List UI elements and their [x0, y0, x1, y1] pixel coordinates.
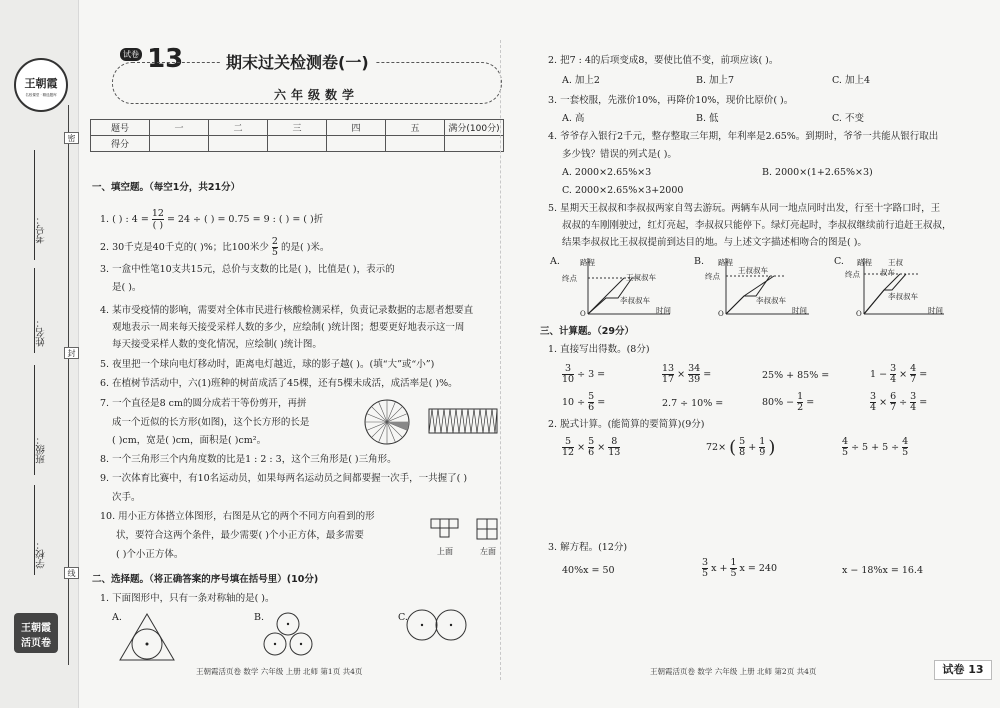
frac-den: 4 — [870, 402, 877, 413]
score-cell: 满分(100分) — [445, 120, 504, 136]
calc1-item-4-a: 1 − — [870, 369, 888, 380]
calc3-title: 3. 解方程。(12分) — [548, 542, 628, 553]
mc1-option-a: A. — [112, 612, 122, 623]
cube-view-top-label: 上面 — [437, 547, 453, 556]
mc5-option-b: B. — [694, 256, 705, 267]
frac-num: 4 — [910, 363, 917, 374]
frac-den: 7 — [890, 402, 897, 413]
question-8: 8. 一个三角形三个内角度数的比是1 : 2 : 3，这个三角形是( )三角形。 — [100, 454, 397, 465]
calc2-expr-1-op2: × — [597, 442, 606, 453]
cube-view-left — [476, 518, 500, 542]
equation-2-rest: x = 240 — [739, 563, 778, 574]
frac-den: 13 — [608, 447, 621, 458]
frac-num: 13 — [662, 363, 675, 374]
graph-a-wang-label: 王叔叔车 — [626, 273, 656, 282]
question-9-line2: 次手。 — [112, 492, 141, 503]
mc5-option-a: A. — [550, 256, 560, 267]
mc-question-5-line3: 结果李叔叔比王叔叔提前到达目的地。与上述文字描述相吻合的图是( )。 — [562, 237, 867, 248]
score-table-score-row[interactable] — [91, 136, 504, 152]
frac-num: 8 — [608, 437, 620, 448]
calc1-item-8-op1: × — [879, 397, 888, 408]
graph-c-end-label: 终点 — [845, 270, 860, 279]
question-3-line1: 3. 一盒中性笔10支共15元，总价与支数的比是( )，比值是( )，表示的 — [100, 264, 395, 275]
calc1-item-2-eq: = — [703, 369, 712, 380]
score-input-cell[interactable] — [150, 136, 209, 152]
mc3-option-c: C. 不变 — [832, 113, 864, 124]
frac-num: 5 — [562, 437, 574, 448]
score-input-cell[interactable] — [445, 136, 504, 152]
q2-part-b: 的是( )米。 — [280, 242, 330, 253]
calc2-expr-1-op1: × — [577, 442, 586, 453]
question-4-line2: 观地表示一周来每天接受采样人数的多少，应绘制( )统计图；想要更好地表示这一周 — [112, 322, 465, 333]
frac-den: 12 — [562, 447, 575, 458]
question-3-line2: 是( )。 — [112, 282, 142, 293]
graph-c-li-label: 李叔叔车 — [888, 292, 918, 301]
frac-num: 3 — [562, 364, 574, 375]
frac-num: 6 — [890, 391, 897, 402]
score-cell: 二 — [209, 120, 268, 136]
graph-c-wang-label-1: 王叔 — [888, 258, 903, 267]
calc1-item-4-op: × — [899, 369, 908, 380]
score-cell: 得分 — [91, 136, 150, 152]
bottom-logo-line2: 活页卷 — [21, 638, 51, 649]
page-divider — [500, 40, 501, 680]
frac-den: 5 — [902, 447, 909, 458]
frac-num: 5 — [588, 436, 595, 447]
calc1-item-1 — [562, 364, 605, 385]
frac-num: 4 — [842, 436, 849, 447]
seal-mark-feng: 封 — [64, 347, 79, 359]
mc-question-5-line2: 叔叔的车刚刚驶过，红灯亮起，李叔叔只能停下。绿灯亮起时，李叔叔继续前行追赶王叔叔， — [562, 220, 952, 231]
frac-num: 1 — [730, 557, 737, 568]
score-input-cell[interactable] — [268, 136, 327, 152]
question-2 — [100, 237, 329, 258]
mc4-option-a: A. 2000×2.65%×3 — [562, 167, 652, 178]
mc-question-3: 3. 一套校服，先涨价10%，再降价10%，现价比原价( )。 — [548, 95, 794, 106]
seal-mark-mi: 密 — [64, 132, 79, 144]
equation-1: 40%x = 50 — [562, 565, 615, 576]
calc2-title: 2. 脱式计算。(能简算的要简算)(9分) — [548, 419, 705, 430]
q1-part-b: = 24 ÷ ( ) = 0.75 = 9 : ( ) = ( )折 — [166, 214, 324, 225]
paper-badge-label: 试卷 — [120, 48, 142, 61]
q2-frac-den: 5 — [271, 247, 278, 258]
frac-num: 3 — [910, 391, 917, 402]
score-table-header-row — [91, 120, 504, 136]
score-cell: 题号 — [91, 120, 150, 136]
mc4-option-b: B. 2000×(1+2.65%×3) — [762, 167, 873, 178]
score-cell: 四 — [327, 120, 386, 136]
mc2-option-c: C. 加上4 — [832, 75, 871, 86]
q1-frac-num: 12 — [151, 208, 164, 219]
calc1-item-2 — [662, 364, 711, 385]
mc-question-5-line1: 5. 星期天王叔叔和李叔叔两家自驾去游玩。两辆车从同一地点同时出发，行至十字路口时，王 — [548, 203, 941, 214]
frac-num: 1 — [797, 391, 804, 402]
page-subtitle: 六年级数学 — [270, 86, 363, 103]
question-6: 6. 在植树节活动中，六(1)班种的树苗成活了45棵，还有5棵未成活，成活率是( )%。 — [100, 378, 458, 389]
calc1-item-5 — [562, 392, 605, 413]
score-cell: 三 — [268, 120, 327, 136]
question-5: 5. 夜里把一个球向电灯移动时，距离电灯越近，球的影子越( )。(填“大”或“小”) — [100, 359, 435, 370]
calc2-expr-2: 72× ( $\frac{5}{8}$ + $\frac{1}{9}$ ) — [706, 436, 776, 458]
mc5-option-c: C. — [834, 256, 844, 267]
cube-view-left-label: 左面 — [480, 547, 496, 556]
calc2-expr-2-a: 72× — [706, 442, 727, 453]
score-input-cell[interactable] — [209, 136, 268, 152]
graph-c-origin: O — [856, 310, 862, 318]
question-10-line3: ( )个小正方体。 — [116, 549, 184, 560]
q2-frac-num: 2 — [271, 236, 278, 247]
mc3-option-b: B. 低 — [696, 113, 719, 124]
calc1-item-8 — [870, 392, 927, 413]
frac-num: 3 — [702, 557, 709, 568]
calc1-item-6: 2.7 ÷ 10% = — [662, 398, 724, 409]
question-10-line2: 状，要符合这两个条件，最少需要( )个小正方体，最多需要 — [116, 530, 364, 541]
frac-den: 6 — [588, 447, 595, 458]
class-label: 班级： — [36, 435, 47, 464]
brand-logo-caption: 名校课堂 · 精选题库 — [25, 93, 57, 97]
graph-c-y-label: 路程 — [857, 258, 872, 267]
q1-frac-den: ( ) — [152, 220, 164, 231]
score-cell: 五 — [386, 120, 445, 136]
footer-left: 王朝霞活页卷 数学 六年级 上册 北师 第1页 共4页 — [196, 667, 363, 676]
calc1-item-5-eq: = — [597, 397, 606, 408]
section3-title: 三、计算题。（29分） — [540, 326, 634, 337]
mc1-option-b: B. — [254, 612, 265, 623]
mc1-option-c: C. — [398, 612, 408, 623]
approx-rectangle-figure — [428, 408, 498, 434]
calc1-item-4 — [870, 364, 927, 385]
mc-question-4-line1: 4. 爷爷存入银行2千元，整存整取三年期，年利率是2.65%。到期时，爷爷一共能从银行取出 — [548, 131, 939, 142]
frac-num: 5 — [588, 391, 595, 402]
frac-den: 17 — [662, 374, 675, 385]
frac-den: 4 — [910, 402, 917, 413]
q1-part-a: 1. ( ) : 4 = — [100, 214, 149, 225]
footer-badge-number: 13 — [968, 663, 984, 676]
frac-den: 9 — [759, 447, 766, 458]
mc-question-4-line2: 多少钱？错误的列式是( )。 — [562, 149, 677, 160]
graph-a-x-label: 时间 — [656, 306, 671, 315]
mc2-option-b: B. 加上7 — [696, 75, 735, 86]
equation-2: $\frac{3}{5}$ x + $\frac{1}{5}$ x = 240 — [702, 557, 778, 579]
graph-a-li-label: 李叔叔车 — [620, 296, 650, 305]
graph-a-y-label: 路程 — [580, 258, 595, 267]
frac-den: 5 — [842, 447, 849, 458]
graph-b-y-label: 路程 — [718, 258, 733, 267]
frac-num: 1 — [759, 436, 766, 447]
score-cell: 一 — [150, 120, 209, 136]
section1-title: 一、填空题。（每空1分，共21分） — [92, 182, 241, 193]
page-title: 期末过关检测卷(一) — [220, 50, 375, 73]
frac-den: 10 — [562, 374, 575, 385]
circle-sectors-figure — [362, 397, 412, 447]
mc3-option-a: A. 高 — [562, 113, 585, 124]
graph-b-origin: O — [718, 310, 724, 318]
brand-logo-text: 王朝霞 — [24, 77, 58, 90]
question-7-line1: 7. 一个直径是8 cm的圆分成若干等份剪开，再拼 — [100, 398, 307, 409]
frac-den: 8 — [739, 447, 746, 458]
exam-number-field[interactable] — [34, 150, 51, 260]
frac-den: 5 — [702, 568, 709, 579]
brand-logo — [14, 58, 68, 112]
mc2-option-a: A. 加上2 — [562, 75, 600, 86]
calc2-expr-3 — [842, 437, 908, 458]
graph-b-end-label: 终点 — [705, 272, 720, 281]
calc1-item-7 — [762, 392, 814, 413]
exam-number-label: 考号： — [36, 215, 47, 244]
question-1 — [100, 208, 323, 231]
bottom-logo-line1: 王朝霞 — [21, 623, 51, 634]
calc1-item-3: 25% + 85% = — [762, 370, 830, 381]
calc1-title: 1. 直接写出得数。(8分) — [548, 344, 650, 355]
calc1-item-5-a: 10 ÷ — [562, 397, 586, 408]
mc1-figure-a-triangle-circle — [118, 612, 176, 662]
section2-title: 二、选择题。（将正确答案的序号填在括号里）(10分) — [92, 574, 319, 585]
question-10-line1: 10. 用小正方体搭立体图形，右图是从它的两个不同方向看到的形 — [100, 511, 375, 522]
score-input-cell[interactable] — [386, 136, 445, 152]
paper-badge-number: 13 — [147, 44, 184, 74]
graph-b-wang-label: 王叔叔车 — [738, 266, 768, 275]
graph-a-end-label: 终点 — [562, 274, 577, 283]
name-label: 姓名： — [36, 318, 47, 347]
calc1-item-4-eq: = — [919, 369, 928, 380]
binding-line — [68, 105, 69, 665]
footer-right: 王朝霞活页卷 数学 六年级 上册 北师 第2页 共4页 — [650, 667, 817, 676]
mc-question-2: 2. 把7 : 4的后项变成8，要使比值不变，前项应该( )。 — [548, 55, 779, 66]
question-7-line3: ( )cm，宽是( )cm，面积是( )cm²。 — [112, 435, 267, 446]
frac-num: 4 — [902, 436, 909, 447]
calc2-expr-1 — [562, 437, 620, 458]
seal-mark-xian: 线 — [64, 567, 79, 579]
question-7-line2: 成一个近似的长方形(如图)，这个长方形的长是 — [112, 417, 310, 428]
frac-den: 39 — [688, 374, 701, 385]
frac-num: 3 — [870, 391, 877, 402]
frac-den: 4 — [890, 374, 897, 385]
mc-question-1: 1. 下面图形中，只有一条对称轴的是( )。 — [100, 593, 275, 604]
q2-part-a: 2. 30千克是40千克的( )%；比100米少 — [100, 242, 269, 253]
calc1-item-1-text: ÷ 3 = — [577, 369, 606, 380]
frac-num: 34 — [688, 363, 701, 374]
cube-view-top — [430, 518, 460, 542]
mc4-option-c: C. 2000×2.65%×3+2000 — [562, 185, 684, 196]
mc1-figure-c-two-circles — [406, 608, 468, 642]
graph-b-x-label: 时间 — [792, 306, 807, 315]
frac-num: 3 — [890, 363, 897, 374]
calc1-item-2-op: × — [677, 369, 686, 380]
calc1-item-7-eq: = — [806, 397, 815, 408]
bottom-brand-logo — [14, 613, 58, 653]
frac-num: 5 — [739, 436, 746, 447]
calc2-expr-3-mid: ÷ 5 + 5 ÷ — [851, 442, 900, 453]
calc1-item-7-a: 80% − — [762, 397, 795, 408]
mc1-figure-b-three-circles — [262, 612, 314, 658]
question-9-line1: 9. 一次体育比赛中，有10名运动员，如果每两名运动员之间都要握一次手，一共握了( ) — [100, 473, 468, 484]
graph-c-x-label: 时间 — [928, 306, 943, 315]
frac-den: 6 — [588, 402, 595, 413]
score-input-cell[interactable] — [327, 136, 386, 152]
calc1-item-8-eq: = — [919, 397, 928, 408]
equation-3: x − 18%x = 16.4 — [842, 565, 923, 576]
frac-den: 5 — [730, 568, 737, 579]
frac-den: 7 — [910, 374, 917, 385]
graph-c-wang-label-2: 叔车 — [880, 268, 895, 277]
footer-right-badge — [934, 660, 992, 680]
calc1-item-8-op2: ÷ — [899, 397, 908, 408]
question-4-line3: 每天接受采样人数的变化情况，应绘制( )统计图。 — [112, 339, 322, 350]
question-4-line1: 4. 某市受疫情的影响，需要对全体市民进行核酸检测采样，负责记录数据的志愿者想要直 — [100, 305, 474, 316]
frac-den: 2 — [797, 402, 804, 413]
footer-badge-label: 试卷 — [942, 663, 965, 676]
graph-a-origin: O — [580, 310, 586, 318]
score-table — [90, 119, 504, 152]
school-label: 学校： — [36, 540, 47, 569]
graph-b-li-label: 李叔叔车 — [756, 296, 786, 305]
